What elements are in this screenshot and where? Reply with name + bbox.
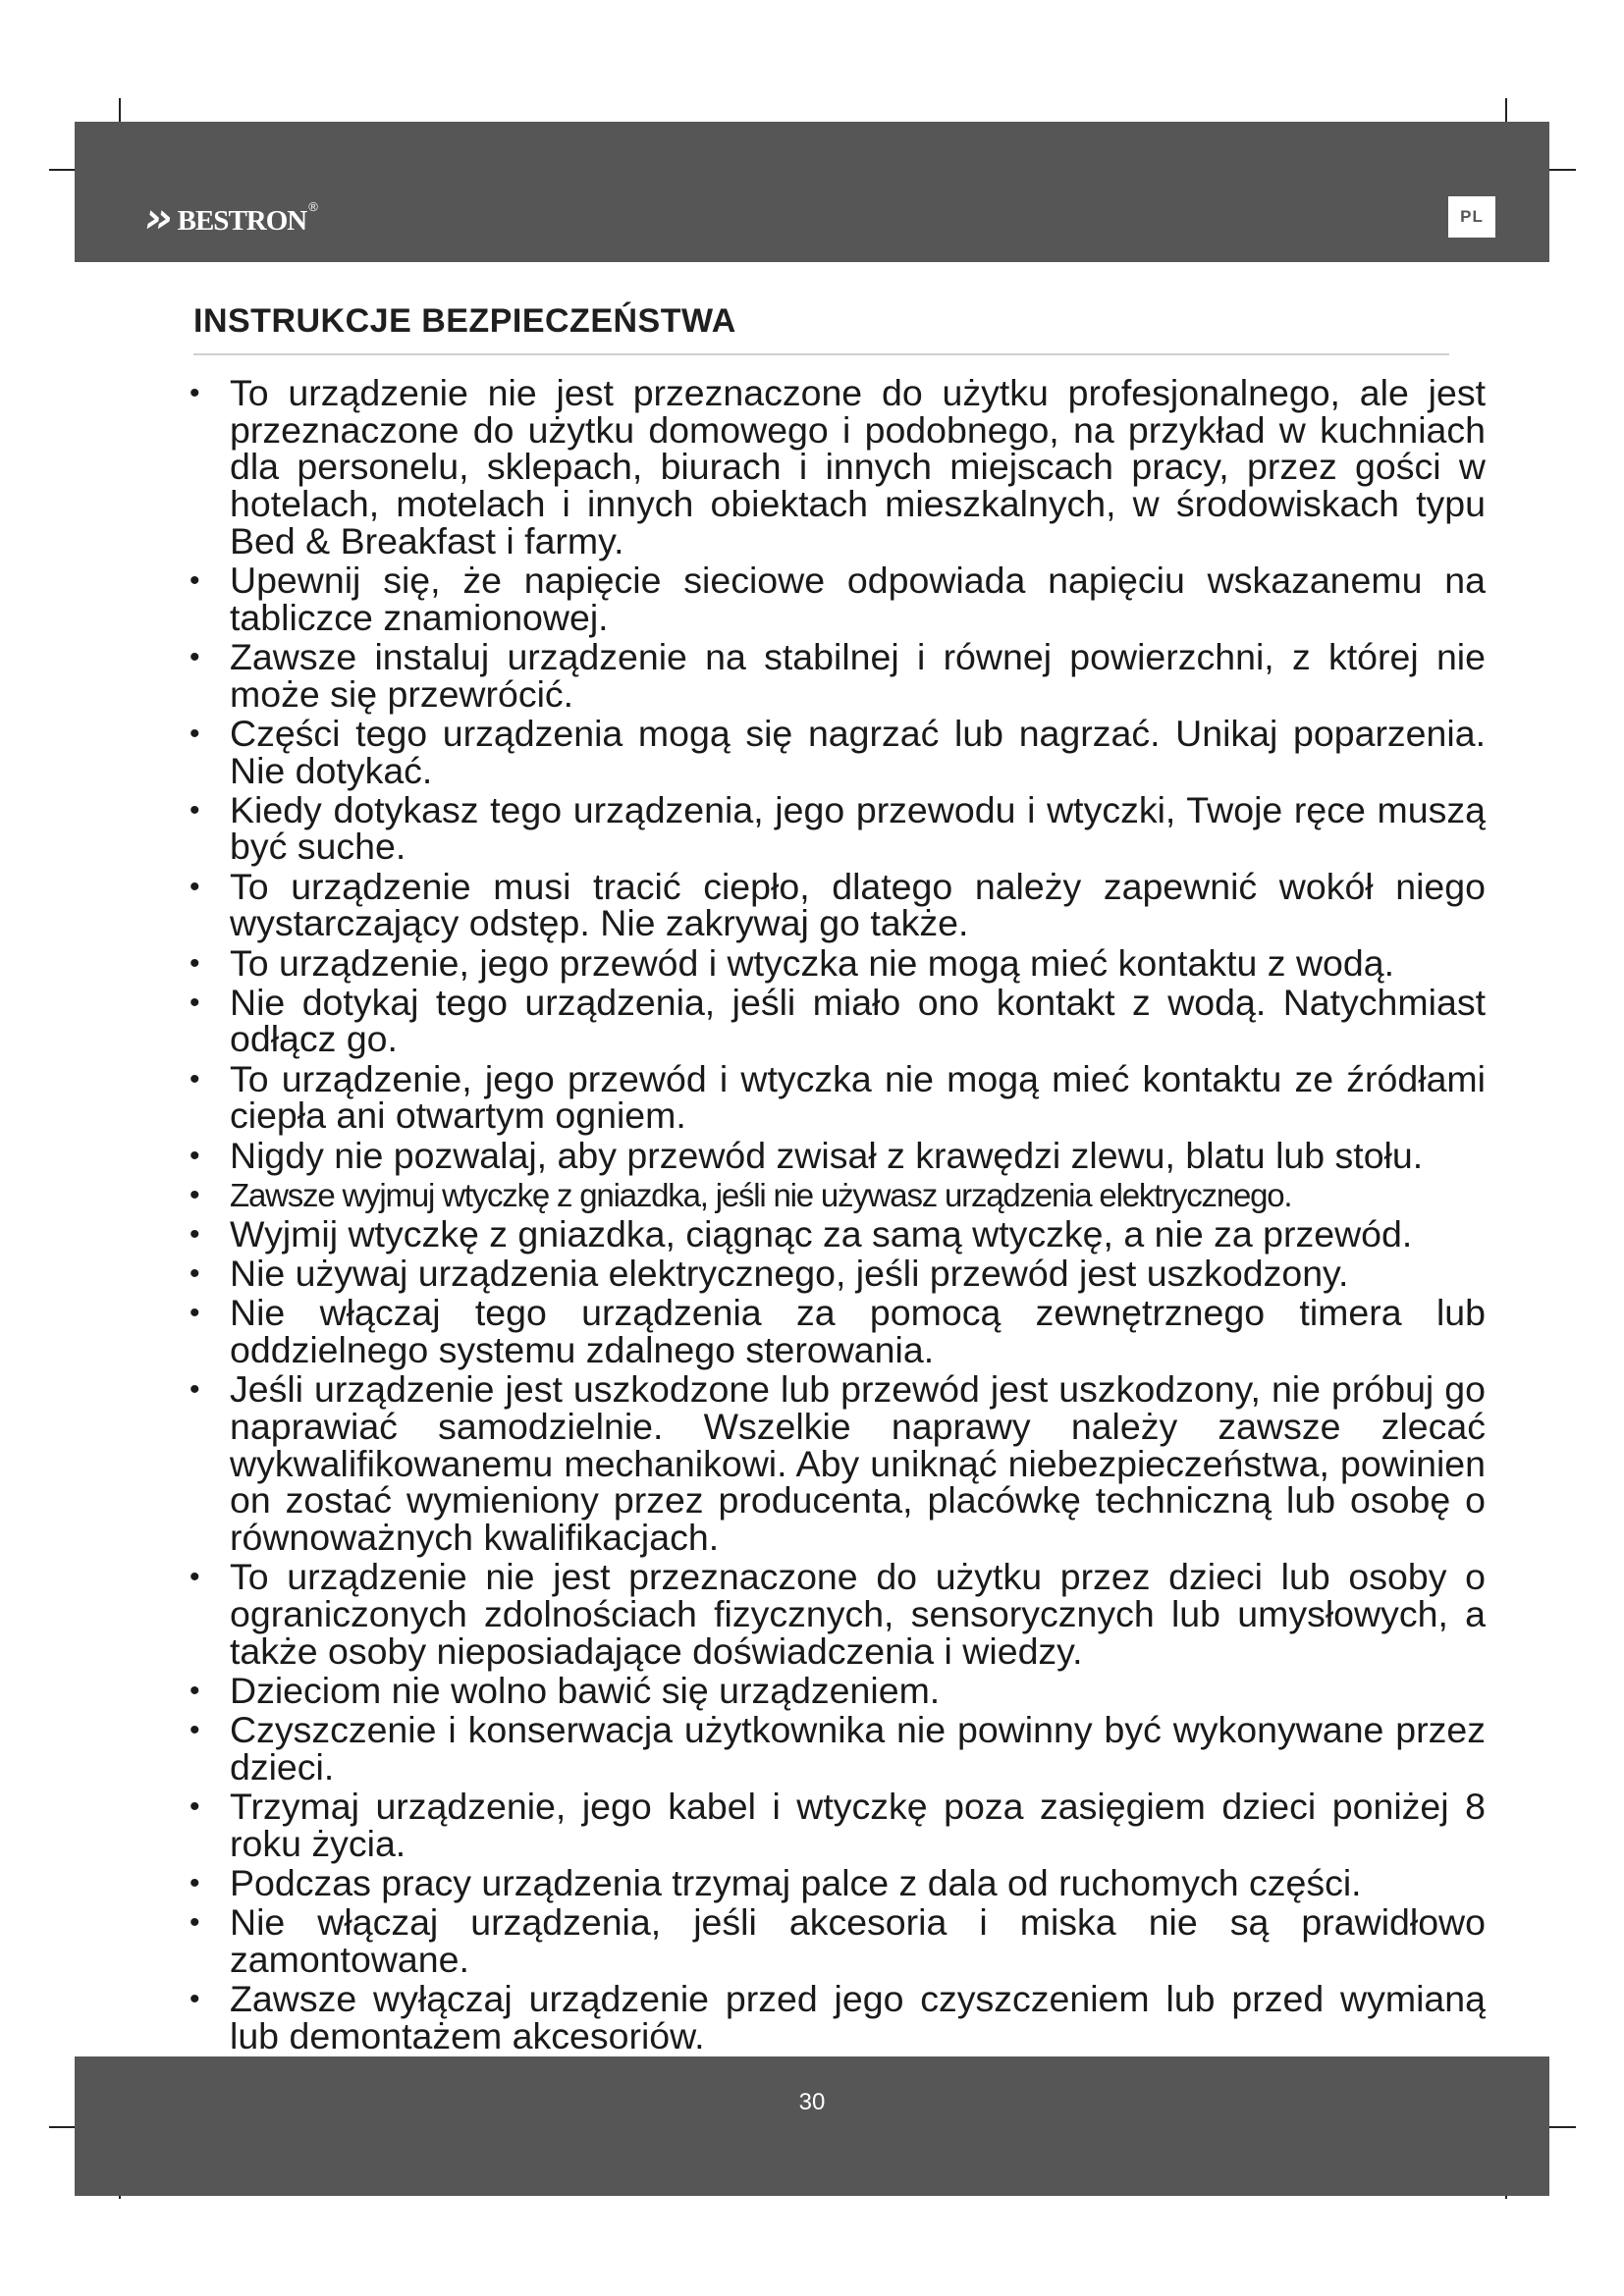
list-item-text: To urządzenie, jego przewód i wtyczka nie mogą mieć kontaktu z wodą. — [230, 941, 1395, 984]
bullet-icon: • — [189, 1714, 200, 1747]
list-item — [189, 1057, 1486, 1137]
bullet-icon: • — [189, 377, 200, 409]
bullet-icon: • — [189, 640, 200, 673]
list-item — [189, 1669, 1486, 1711]
bullet-icon: • — [189, 946, 200, 980]
list-item — [189, 1177, 1486, 1214]
list-item-text: Nie włączaj tego urządzenia za pomocą zewnętrznego timera lub oddzielnego systemu zdalnego sterowania. — [230, 1292, 1486, 1371]
list-item — [189, 1786, 1486, 1864]
list-item — [189, 1292, 1486, 1371]
brand-logo — [145, 192, 318, 241]
list-item — [189, 1134, 1486, 1176]
bullet-icon: • — [189, 1257, 200, 1291]
bullet-icon: • — [189, 564, 200, 598]
list-item-text: Kiedy dotykasz tego urządzenia, jego przewodu i wtyczki, Twoje ręce muszą być suche. — [230, 788, 1486, 868]
list-item-text: Upewnij się, że napięcie sieciowe odpowiada napięciu wskazanemu na tabliczce znamionowej. — [230, 560, 1486, 638]
list-item-text: Nie włączaj urządzenia, jeśli akcesoria i miska nie są prawidłowo zamontowane. — [230, 1901, 1486, 1980]
bullet-icon: • — [189, 1217, 200, 1251]
list-item-text: Zawsze wyjmuj wtyczkę z gniazdka, jeśli nie używasz urządzenia elektrycznego. — [230, 1176, 1292, 1213]
bullet-icon: • — [189, 1062, 200, 1095]
bullet-icon: • — [189, 793, 200, 827]
list-item — [189, 712, 1486, 791]
bullet-icon: • — [189, 1906, 200, 1940]
list-item-text: Wyjmij wtyczkę z gniazdka, ciągnąc za samą wtyczkę, a nie za przewód. — [230, 1212, 1413, 1255]
list-item-text: To urządzenie nie jest przeznaczone do użytku przez dzieci lub osoby o ograniczonych zdolnościach fizycznych, sensorycznych lub umysłowych, a także osoby nieposiadające doświadczenia i wiedzy. — [230, 1556, 1486, 1672]
list-item-text: To urządzenie musi tracić ciepło, dlatego należy zapewnić wokół niego wystarczający odstęp. Nie zakrywaj go także. — [230, 865, 1486, 944]
list-item — [189, 1861, 1486, 1903]
chevron-right-icon: ›› — [145, 192, 168, 241]
list-item-text: Jeśli urządzenie jest uszkodzone lub przewód jest uszkodzony, nie próbuj go naprawiać samodzielnie. Wszelkie naprawy należy zawsze zlecać wykwalifikowanemu mechanikowi. Aby uniknąć niebezpieczeństwa, powinien on zostać wymieniony przez producenta, placówkę techniczną lub osobę o równoważnych kwalifikacjach. — [230, 1368, 1486, 1559]
bullet-icon: • — [189, 1866, 200, 1899]
list-item-text: Czyszczenie i konserwacja użytkownika nie powinny być wykonywane przez dzieci. — [230, 1709, 1486, 1788]
list-item-text: Trzymaj urządzenie, jego kabel i wtyczkę poza zasięgiem dzieci poniżej 8 roku życia. — [230, 1786, 1486, 1864]
list-item — [189, 1556, 1486, 1672]
list-item-text: Nigdy nie pozwalaj, aby przewód zwisał z krawędzi zlewu, blatu lub stołu. — [230, 1134, 1424, 1176]
page-title: INSTRUKCJE BEZPIECZEŃSTWA — [193, 302, 736, 340]
language-badge: PL — [1448, 196, 1495, 238]
list-item — [189, 1212, 1486, 1255]
list-item-text: Podczas pracy urządzenia trzymaj palce z dala od ruchomych części. — [230, 1861, 1362, 1903]
bullet-icon: • — [189, 1139, 200, 1172]
bullet-icon: • — [189, 1373, 200, 1407]
list-item-text: Zawsze instaluj urządzenie na stabilnej i równej powierzchni, z której nie może się przewrócić. — [230, 635, 1486, 715]
safety-instructions-list — [189, 372, 1486, 2057]
bullet-icon: • — [189, 717, 200, 750]
brand-name: bestron — [177, 194, 307, 240]
list-item-text: To urządzenie nie jest przeznaczone do użytku profesjonalnego, ale jest przeznaczone do użytku domowego i podobnego, na przykład w kuchniach dla personelu, sklepach, biurach i innych miejscach pracy, przez gości w hotelach, motelach i innych obiektach mieszkalnych, w środowiskach typu Bed & Breakfast i farmy. — [230, 372, 1486, 561]
list-item — [189, 562, 1486, 636]
list-item — [189, 788, 1486, 868]
list-item — [189, 1255, 1486, 1293]
page-number: 30 — [798, 2089, 826, 2115]
bullet-icon: • — [189, 1561, 200, 1594]
list-item — [189, 981, 1486, 1060]
bullet-icon: • — [189, 1297, 200, 1330]
bullet-icon: • — [189, 1674, 200, 1707]
footer-band — [75, 2056, 1549, 2196]
list-item — [189, 1709, 1486, 1788]
list-item — [189, 865, 1486, 944]
bullet-icon: • — [189, 1178, 199, 1211]
list-item — [189, 635, 1486, 715]
list-item — [189, 372, 1486, 561]
bullet-icon: • — [189, 986, 200, 1019]
list-item — [189, 1901, 1486, 1980]
bullet-icon: • — [189, 1983, 200, 2016]
list-item-text: Nie używaj urządzenia elektrycznego, jeśli przewód jest uszkodzony. — [230, 1253, 1349, 1295]
list-item-text: Dzieciom nie wolno bawić się urządzeniem. — [230, 1669, 941, 1711]
list-item — [189, 1368, 1486, 1559]
list-item-text: Części tego urządzenia mogą się nagrzać lub nagrzać. Unikaj poparzenia. Nie dotykać. — [230, 712, 1486, 791]
title-divider — [193, 353, 1449, 355]
bullet-icon: • — [189, 1790, 200, 1824]
list-item-text: Zawsze wyłączaj urządzenie przed jego czyszczeniem lub przed wymianą lub demontażem akcesoriów. — [230, 1978, 1486, 2056]
bullet-icon: • — [189, 870, 200, 903]
list-item — [189, 941, 1486, 984]
list-item-text: Nie dotykaj tego urządzenia, jeśli miało ono kontakt z wodą. Natychmiast odłącz go. — [230, 981, 1486, 1060]
list-item — [189, 1978, 1486, 2056]
list-item-text: To urządzenie, jego przewód i wtyczka nie mogą mieć kontaktu ze źródłami ciepła ani otwartym ogniem. — [230, 1057, 1486, 1137]
registered-mark: ® — [308, 198, 318, 214]
